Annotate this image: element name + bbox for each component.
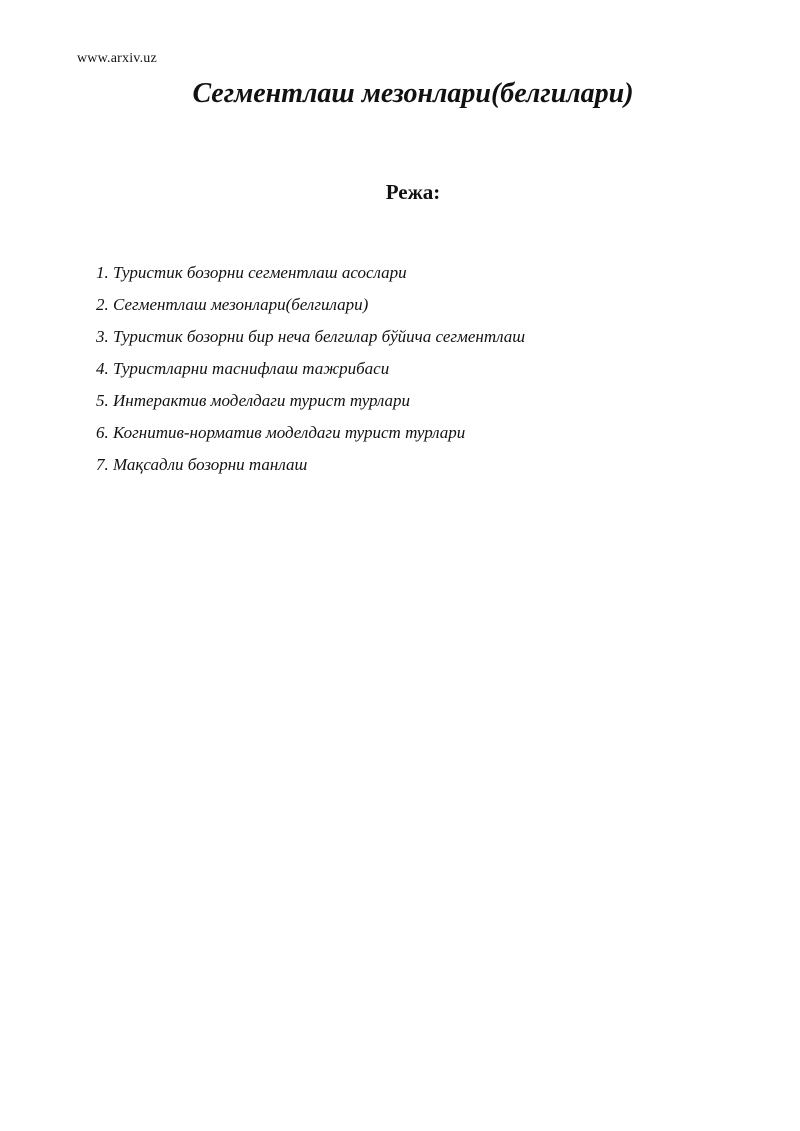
plan-item: 3. Туристик бозорни бир неча белгилар бўйича сегментлаш [96,327,526,346]
plan-item: 4. Туристларни таснифлаш тажрибаси [96,359,390,378]
plan-heading: Режа: [385,180,441,204]
plan-item: 6. Когнитив-норматив моделдаги турист турлари [96,423,466,442]
plan-item: 2. Сегментлаш мезонлари(белгилари) [96,295,369,314]
site-url: www.arxiv.uz [77,51,157,66]
plan-item: 1. Туристик бозорни сегментлаш асослари [96,263,407,282]
plan-list [96,262,525,486]
plan-item: 7. Мақсадли бозорни танлаш [96,455,308,474]
plan-item: 5. Интерактив моделдаги турист турлари [96,391,411,410]
document-title: Сегментлаш мезонлари(белгилари) [192,78,634,109]
